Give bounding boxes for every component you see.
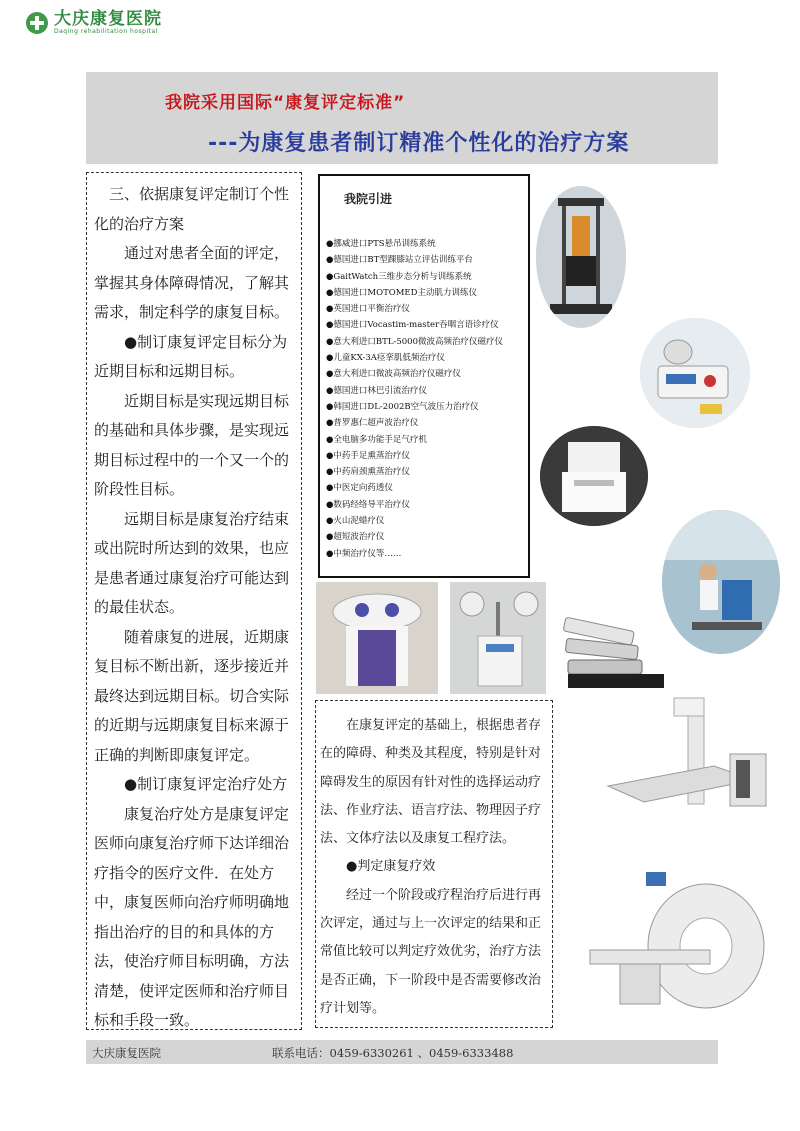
suspension-training-photo xyxy=(536,186,626,328)
footer-contact: 联系电话：0459-6330261 、0459-6333488 xyxy=(272,1046,514,1060)
list-item: ●德国进口MOTOMED主动肌力训练仪 xyxy=(326,287,477,298)
bullet-heading: ●制订康复评定治疗处方 xyxy=(124,775,288,793)
list-item: ●德国进口林巴引流治疗仪 xyxy=(326,385,427,396)
paragraph: 通过对患者全面的评定，掌握其身体障碍情况，了解其需求，制定科学的康复目标。 xyxy=(94,244,290,321)
list-item: ●韩国进口DL-2002B空气波压力治疗仪 xyxy=(326,401,479,412)
list-item: ●全电脑多功能手足气疗机 xyxy=(326,434,427,445)
equipment-list xyxy=(326,236,522,562)
list-item: ●意大利进口微波高频治疗仪磁疗仪 xyxy=(326,369,461,380)
list-item: ●超短波治疗仪 xyxy=(326,532,385,543)
thermal-therapy-device-photo xyxy=(316,582,438,694)
lamp-therapy-device-photo xyxy=(450,582,546,694)
ct-scanner-illustration xyxy=(580,866,774,1018)
list-item: ●GaitWatch三维步态分析与训练系统 xyxy=(326,271,472,282)
equipment-list-heading: 我院引进 xyxy=(344,192,393,206)
footer-bar xyxy=(86,1040,718,1064)
list-item: ●意大利进口BTL-5000微波高频治疗仪磁疗仪 xyxy=(326,336,503,347)
logo-name-en: Daqing rehabilitation hospital xyxy=(54,28,158,35)
list-item: ●德国进口BT型踝膝站立评估训练平台 xyxy=(326,255,473,266)
banner-title: 我院采用国际“康复评定标准” xyxy=(165,93,406,113)
list-item: ●普罗惠仁超声波治疗仪 xyxy=(326,418,419,429)
paragraph: 近期目标是实现远期目标的基础和具体步骤，是实现远期目标过程中的一个又一个的阶段性目标。 xyxy=(94,391,290,498)
hospital-logo xyxy=(26,10,162,35)
list-item: ●中药肩颈熏蒸治疗仪 xyxy=(326,467,410,478)
list-item: ●中医定向药透仪 xyxy=(326,483,393,494)
paragraph: 经过一个阶段或疗程治疗后进行再次评定，通过与上一次评定的结果和正常值比较可以判定疗效优劣，治疗方法是否正确，下一阶段中是否需要修改治疗计划等。 xyxy=(320,887,542,1016)
right-text-column xyxy=(320,712,550,1023)
logo-name-cn: 大庆康复医院 xyxy=(54,9,162,29)
books-illustration xyxy=(558,612,670,696)
list-item: ●儿童KX-3A痉挛肌低频治疗仪 xyxy=(326,353,445,364)
banner-subtitle: ---为康复患者制订精准个性化的治疗方案 xyxy=(208,131,630,156)
list-item: ●火山泥蜡疗仪 xyxy=(326,516,385,527)
list-item: ●中药手足熏蒸治疗仪 xyxy=(326,450,410,461)
logo-text xyxy=(54,10,162,35)
list-item: ●中频治疗仪等…… xyxy=(326,548,402,559)
paragraph: 远期目标是康复治疗结束或出院时所达到的效果，也应是患者通过康复治疗可能达到的最佳状态。 xyxy=(94,509,290,616)
bullet-heading: ●判定康复疗效 xyxy=(346,859,436,875)
cross-logo-icon xyxy=(26,12,48,34)
bullet-heading: ●制订康复评定目标分为近期目标和远期目标。 xyxy=(94,332,288,380)
rehab-training-room-photo xyxy=(662,510,780,654)
x-ray-machine-illustration xyxy=(604,694,774,818)
paragraph: 在康复评定的基础上，根据患者存在的障碍、种类及其程度，特别是针对障碍发生的原因有针对性的选择运动疗法、作业疗法、语言疗法、物理因子疗法、文体疗法以及康复工程疗法。 xyxy=(320,718,542,847)
list-item: ●挪威进口PTS悬吊训练系统 xyxy=(326,239,436,249)
section-heading: 三、依据康复评定制订个性化的治疗方案 xyxy=(94,185,290,233)
electrotherapy-device-photo xyxy=(640,318,750,428)
footer-hospital-name: 大庆康复医院 xyxy=(92,1046,161,1060)
paragraph: 康复治疗处方是康复评定医师向康复治疗师下达详细治疗指令的医疗文件．在处方中，康复医师向治疗师明确地指出治疗的目的和具体的方法，使治疗师目标明确，方法清楚，使评定医师和治疗师目标和手段一致。 xyxy=(94,804,290,1029)
list-item: ●英国进口平衡治疗仪 xyxy=(326,304,410,315)
list-item: ●数码经络导平治疗仪 xyxy=(326,499,410,510)
paragraph: 随着康复的进展，近期康复目标不断出新，逐步接近并最终达到远期目标。切合实际的近期与远期康复目标来源于正确的判断即康复评定。 xyxy=(94,627,290,764)
left-text-column xyxy=(94,180,302,1036)
list-item: ●德国进口Vocastim-master吞咽言语诊疗仪 xyxy=(326,320,499,331)
therapy-machine-photo xyxy=(540,426,648,526)
